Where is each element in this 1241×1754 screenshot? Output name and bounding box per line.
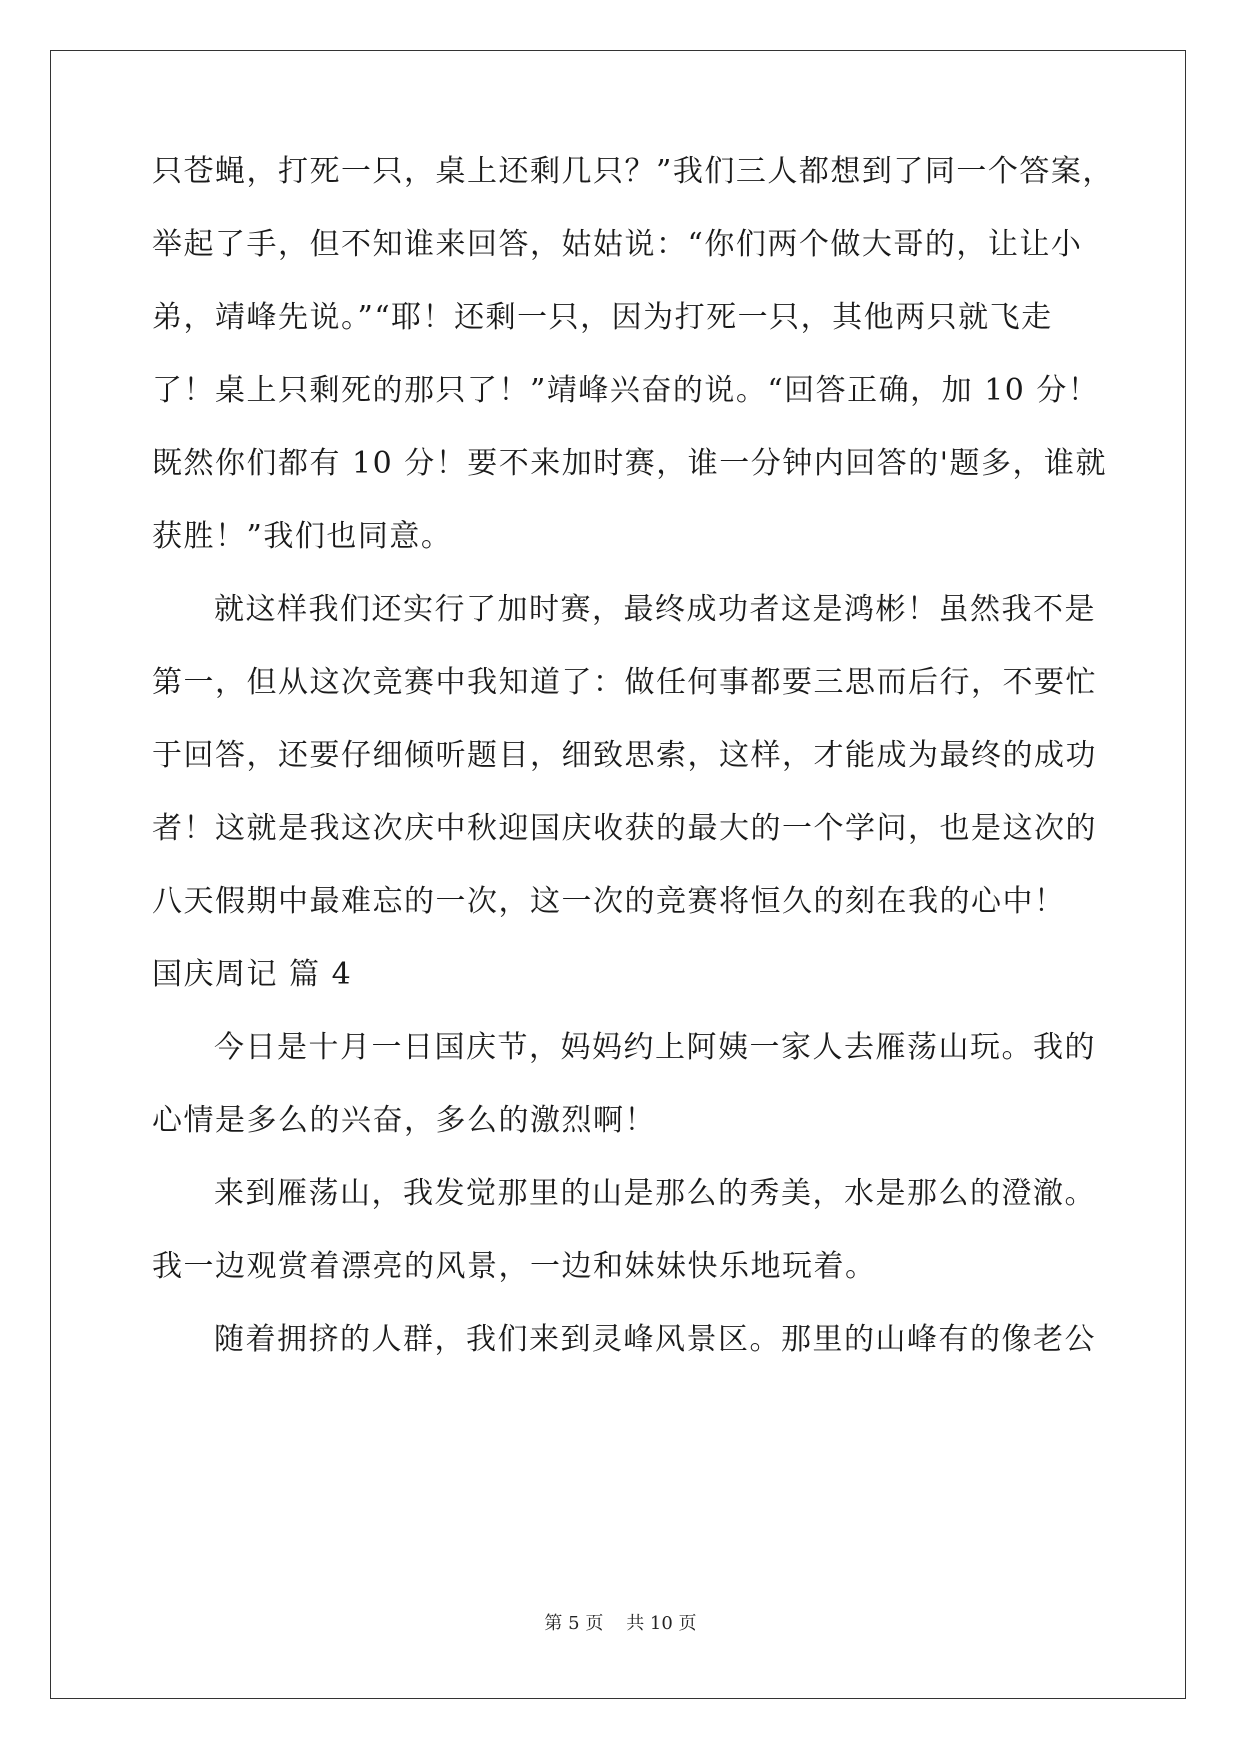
- text-line: 我一边观赏着漂亮的风景，一边和妹妹快乐地玩着。: [152, 1249, 877, 1284]
- text-line: 获胜！”我们也同意。: [152, 519, 453, 554]
- text-line: 随着拥挤的人群，我们来到灵峰风景区。那里的山峰有的像老公: [214, 1322, 1096, 1357]
- text-line: 了！桌上只剩死的那只了！”靖峰兴奋的说。“回答正确，加 10 分！: [152, 373, 1100, 408]
- text-line: 弟，靖峰先说。”“耶！还剩一只，因为打死一只，其他两只就飞走: [152, 300, 1053, 335]
- text-line: 举起了手，但不知谁来回答，姑姑说：“你们两个做大哥的，让让小: [152, 227, 1083, 262]
- text-line: 者！这就是我这次庆中秋迎国庆收获的最大的一个学问，也是这次的: [152, 811, 1097, 846]
- text-line: 就这样我们还实行了加时赛，最终成功者这是鸿彬！虽然我不是: [214, 592, 1096, 627]
- text-line: 来到雁荡山，我发觉那里的山是那么的秀美，水是那么的澄澈。: [214, 1176, 1096, 1211]
- text-line: 只苍蝇，打死一只，桌上还剩几只？”我们三人都想到了同一个答案，: [152, 154, 1114, 189]
- page-number: 第 5 页 共 10 页: [544, 1613, 697, 1634]
- text-line: 八天假期中最难忘的一次，这一次的竞赛将恒久的刻在我的心中！: [152, 884, 1066, 919]
- text-line: 今日是十月一日国庆节，妈妈约上阿姨一家人去雁荡山玩。我的: [214, 1030, 1096, 1065]
- text-line: 既然你们都有 10 分！要不来加时赛，谁一分钟内回答的'题多，谁就: [152, 446, 1107, 481]
- text-line: 心情是多么的兴奋，多么的激烈啊！: [152, 1103, 656, 1138]
- text-line: 于回答，还要仔细倾听题目，细致思索，这样，才能成为最终的成功: [152, 738, 1097, 773]
- section-heading: 国庆周记 篇 4: [152, 957, 353, 992]
- text-line: 第一，但从这次竞赛中我知道了：做任何事都要三思而后行，不要忙: [152, 665, 1097, 700]
